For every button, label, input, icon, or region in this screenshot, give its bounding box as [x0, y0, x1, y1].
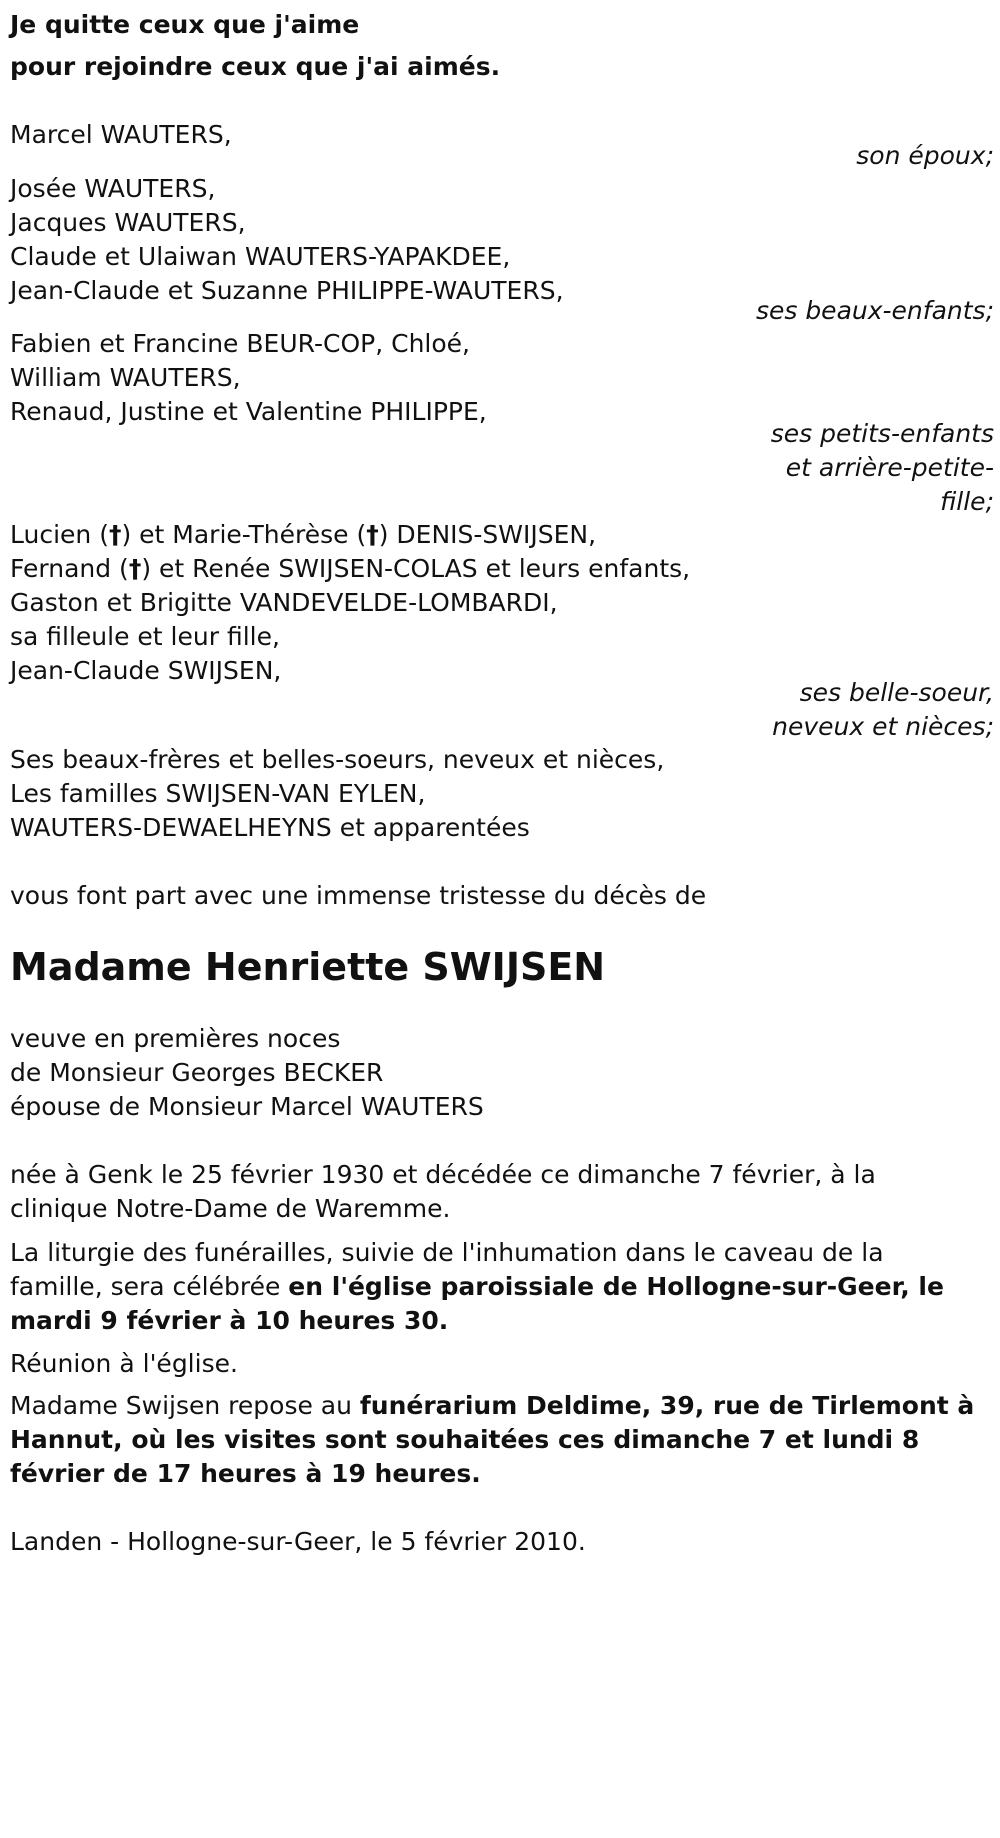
place-date: Landen - Hollogne-sur-Geer, le 5 février 2010.	[10, 1527, 586, 1556]
visitation-3: février de 17 heures à 19 heures.	[10, 1459, 481, 1488]
visitation-2: Hannut, où les visites sont souhaitées ces dimanche 7 et lundi 8	[10, 1425, 920, 1454]
birth-death-1: née à Genk le 25 février 1930 et décédée ce dimanche 7 février, à la	[10, 1160, 876, 1189]
visitation-1	[10, 1393, 974, 1418]
step-child-2: Jacques WAUTERS,	[10, 208, 246, 237]
marital-1: veuve en premières noces	[10, 1024, 341, 1053]
grandchild-2: William WAUTERS,	[10, 363, 241, 392]
step-child-1: Josée WAUTERS,	[10, 174, 216, 203]
funeral-1: La liturgie des funérailles, suivie de l'inhumation dans le caveau de la	[10, 1238, 884, 1267]
birth-death-2: clinique Notre-Dame de Waremme.	[10, 1194, 451, 1223]
funeral-2	[10, 1274, 944, 1299]
grandchild-3: Renaud, Justine et Valentine PHILIPPE,	[10, 397, 487, 426]
text-segment: famille, sera célébrée	[10, 1272, 289, 1301]
cross-icon: †	[128, 554, 142, 583]
funeral-location: en l'église paroissiale de Hollogne-sur-Geer, le	[288, 1272, 944, 1301]
text-segment: Fernand (	[10, 554, 129, 583]
funeral-3: mardi 9 février à 10 heures 30.	[10, 1306, 449, 1335]
funerarium-address: funérarium Deldime, 39, rue de Tirlemont à	[359, 1391, 975, 1420]
epigraph-line-1: Je quitte ceux que j'aime	[10, 10, 360, 39]
grandchildren-role-2: et arrière-petite-	[785, 453, 994, 482]
cross-icon: †	[366, 520, 379, 549]
step-child-3: Claude et Ulaiwan WAUTERS-YAPAKDEE,	[10, 242, 511, 271]
step-child-4: Jean-Claude et Suzanne PHILIPPE-WAUTERS,	[10, 276, 564, 305]
text-segment: ) DENIS-SWIJSEN,	[378, 520, 597, 549]
step-children-role: ses beaux-enfants;	[755, 296, 994, 325]
text-segment: Madame Swijsen repose au	[10, 1391, 360, 1420]
sibling-in-law-5: Jean-Claude SWIJSEN,	[10, 656, 282, 685]
announcement: vous font part avec une immense tristesse du décès de	[10, 881, 707, 910]
marital-2: de Monsieur Georges BECKER	[10, 1058, 384, 1087]
sibling-in-law-1	[10, 522, 596, 547]
marital-3: épouse de Monsieur Marcel WAUTERS	[10, 1092, 484, 1121]
other-relatives-1: Ses beaux-frères et belles-soeurs, neveux et nièces,	[10, 745, 665, 774]
sibling-in-law-4: sa filleule et leur fille,	[10, 622, 280, 651]
grandchildren-role-1: ses petits-enfants	[770, 419, 994, 448]
sibling-in-law-3: Gaston et Brigitte VANDEVELDE-LOMBARDI,	[10, 588, 558, 617]
spouse-name: Marcel WAUTERS,	[10, 120, 232, 149]
meeting: Réunion à l'église.	[10, 1349, 238, 1378]
cross-icon: †	[108, 520, 122, 549]
sibling-in-law-2	[10, 556, 690, 581]
deceased-name: Madame Henriette SWIJSEN	[10, 945, 606, 989]
other-relatives-3: WAUTERS-DEWAELHEYNS et apparentées	[10, 813, 530, 842]
grandchildren-role-3: fille;	[940, 487, 994, 516]
other-relatives-2: Les familles SWIJSEN-VAN EYLEN,	[10, 779, 426, 808]
spouse-role: son époux;	[856, 141, 994, 170]
epigraph-line-2: pour rejoindre ceux que j'ai aimés.	[10, 52, 501, 81]
grandchild-1: Fabien et Francine BEUR-COP, Chloé,	[10, 329, 470, 358]
text-segment: Lucien (	[10, 520, 109, 549]
siblings-in-law-role-1: ses belle-soeur,	[799, 678, 994, 707]
siblings-in-law-role-2: neveux et nièces;	[772, 712, 994, 741]
text-segment: ) et Renée SWIJSEN-COLAS et leurs enfants,	[141, 554, 691, 583]
text-segment: ) et Marie-Thérèse (	[121, 520, 367, 549]
